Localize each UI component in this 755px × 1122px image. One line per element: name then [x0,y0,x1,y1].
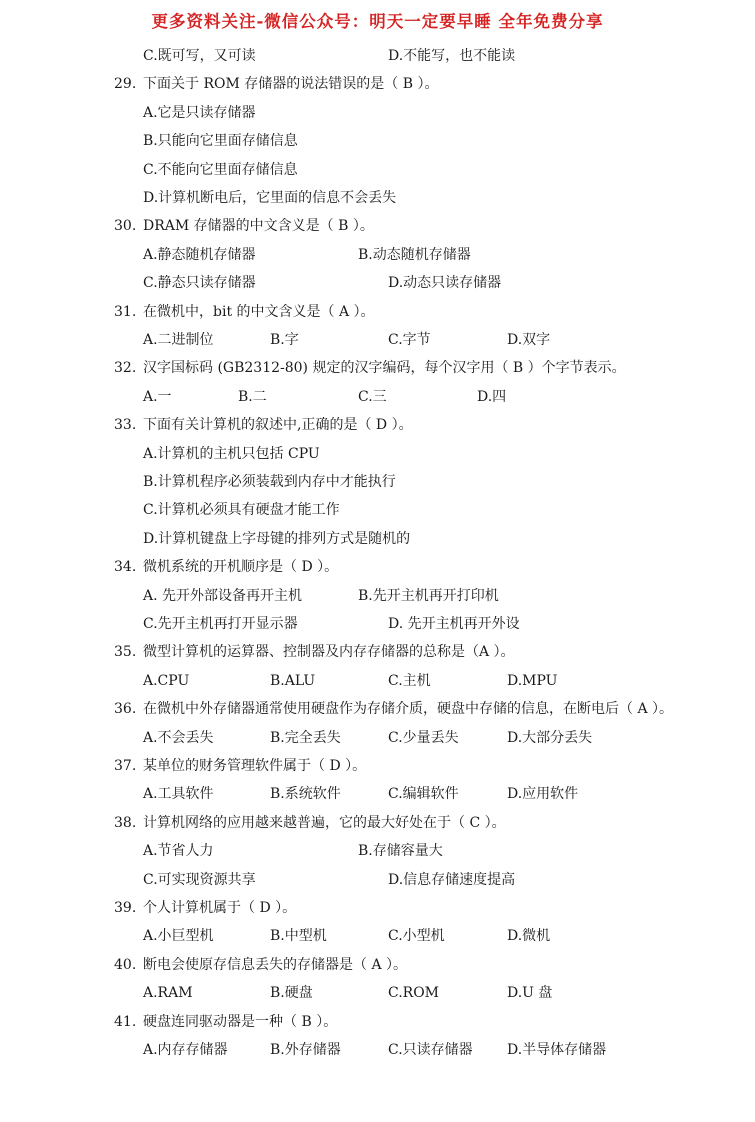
answer-option: C.不能向它里面存储信息 [143,161,298,178]
answer-option: A.二进制位 [143,332,214,348]
answer-option: B.硬盘 [270,985,313,1002]
question-text: 微机系统的开机顺序是（ D ）。 [143,559,339,576]
question [0,813,755,833]
question-text: 某单位的财务管理软件属于（ D ）。 [143,758,367,774]
page-header-banner: 更多资料关注-微信公众号：明天一定要早睡 全年免费分享 [151,12,604,31]
answer-option: C.静态只读存储器 [143,275,256,292]
answer-option: C.三 [358,388,387,405]
answer-option: D.半导体存储器 [507,1042,607,1058]
answer-option: A.工具软件 [143,786,214,803]
question [0,642,755,662]
options-row [0,444,755,464]
question [0,756,755,776]
question-number: 41. [114,1013,137,1030]
answer-option: A.一 [143,388,172,405]
answer-option: D.四 [477,388,507,405]
options-row [0,188,755,208]
answer-option: A.不会丢失 [143,729,214,746]
question-number: 34. [114,559,137,576]
answer-option: B.只能向它里面存储信息 [143,133,298,150]
question [0,74,755,94]
answer-option: D.计算机断电后，它里面的信息不会丢失 [143,190,397,206]
options-row [0,870,755,890]
options-row [0,983,755,1003]
answer-option: A.内存存储器 [143,1042,228,1058]
question-number: 30. [114,218,137,235]
answer-option: B.计算机程序必须装载到内存中才能执行 [143,474,396,490]
options-row [0,500,755,520]
options-row [0,841,755,861]
question-number: 37. [114,758,137,774]
answer-option: D.信息存储速度提高 [388,871,516,888]
answer-option: B.存储容量大 [358,843,443,860]
question-number: 40. [114,956,137,973]
options-row [0,784,755,804]
options-row [0,586,755,606]
answer-option: C.少量丢失 [388,729,459,746]
answer-option: B.字 [270,332,299,348]
options-row [0,387,755,407]
question [0,699,755,719]
options-row [0,103,755,123]
options-row [0,529,755,549]
answer-option: C.可实现资源共享 [143,871,256,888]
question [0,1012,755,1032]
question-number: 29. [114,76,137,93]
question-text: DRAM 存储器的中文含义是（ B ）。 [143,218,374,235]
options-row [0,472,755,492]
answer-option: B.中型机 [270,928,327,945]
question [0,302,755,322]
options-row [0,614,755,634]
answer-option: D.应用软件 [507,786,579,803]
answer-option: D.动态只读存储器 [388,275,502,292]
answer-option: C.字节 [388,332,431,348]
question-text: 断电会使原存信息丢失的存储器是（ A ）。 [143,956,408,973]
answer-option: D.MPU [507,672,558,689]
question-number: 39. [114,900,137,916]
answer-option: B.二 [238,388,267,405]
question [0,415,755,435]
options-row [0,671,755,691]
answer-option: D.大部分丢失 [507,729,593,746]
question-number: 32. [114,360,137,377]
options-row [0,245,755,265]
question [0,557,755,577]
answer-option: A.节省人力 [143,843,214,860]
question-number: 35. [114,644,137,661]
answer-option: B.完全丢失 [270,729,341,746]
answer-option: A.小巨型机 [143,928,214,945]
answer-option: D.计算机键盘上字母键的排列方式是随机的 [143,530,411,547]
answer-option: C.主机 [388,672,431,689]
options-row [0,46,755,66]
question [0,216,755,236]
answer-option: D.U 盘 [507,985,553,1002]
question-text: 在微机中外存储器通常使用硬盘作为存储介质，硬盘中存储的信息，在断电后（ A ）。 [143,701,674,718]
answer-option: C.编辑软件 [388,786,459,803]
question [0,358,755,378]
answer-option: C.既可写，又可读 [143,48,256,64]
answer-option: A.RAM [143,985,193,1002]
options-row [0,728,755,748]
question-text: 个人计算机属于（ D ）。 [143,900,297,916]
answer-option: B.外存储器 [270,1042,341,1058]
question-number: 33. [114,417,137,434]
answer-option: C.只读存储器 [388,1042,473,1058]
answer-option: A.它是只读存储器 [143,104,256,121]
question-number: 31. [114,303,137,320]
question-number: 36. [114,701,137,718]
answer-option: C.ROM [388,985,440,1002]
answer-option: D.双字 [507,332,551,348]
answer-option: B.ALU [270,672,316,689]
options-row [0,131,755,151]
answer-option: A. 先开外部设备再开主机 [143,587,303,604]
question [0,955,755,975]
question-text: 在微机中，bit 的中文含义是（ A ）。 [143,303,375,320]
question-text: 硬盘连同驱动器是一种（ B ）。 [143,1013,338,1030]
options-row [0,926,755,946]
answer-option: B.先开主机再开打印机 [358,587,499,604]
options-row [0,330,755,350]
question-text: 下面有关计算机的叙述中,正确的是（ D ）。 [143,417,413,434]
answer-option: D.微机 [507,928,551,945]
question-text: 微型计算机的运算器、控制器及内存存储器的总称是（A ）。 [143,644,515,661]
answer-option: B.系统软件 [270,786,341,803]
options-row [0,273,755,293]
question-text: 汉字国标码 (GB2312-80) 规定的汉字编码，每个汉字用（ B ）个字节表示。 [143,360,626,377]
answer-option: C.计算机必须具有硬盘才能工作 [143,502,340,519]
question-text: 计算机网络的应用越来越普遍，它的最大好处在于（ C ）。 [143,814,506,831]
answer-option: C.先开主机再打开显示器 [143,616,298,632]
options-row [0,1040,755,1060]
answer-option: A.计算机的主机只包括 CPU [143,445,320,462]
answer-option: C.小型机 [388,928,445,945]
answer-option: A.静态随机存储器 [143,246,256,263]
question-number: 38. [114,814,137,831]
answer-option: A.CPU [143,672,190,689]
answer-option: D. 先开主机再开外设 [388,616,520,632]
options-row [0,160,755,180]
question [0,898,755,918]
answer-option: D.不能写，也不能读 [388,48,516,64]
question-text: 下面关于 ROM 存储器的说法错误的是（ B ）。 [143,76,439,93]
answer-option: B.动态随机存储器 [358,246,471,263]
